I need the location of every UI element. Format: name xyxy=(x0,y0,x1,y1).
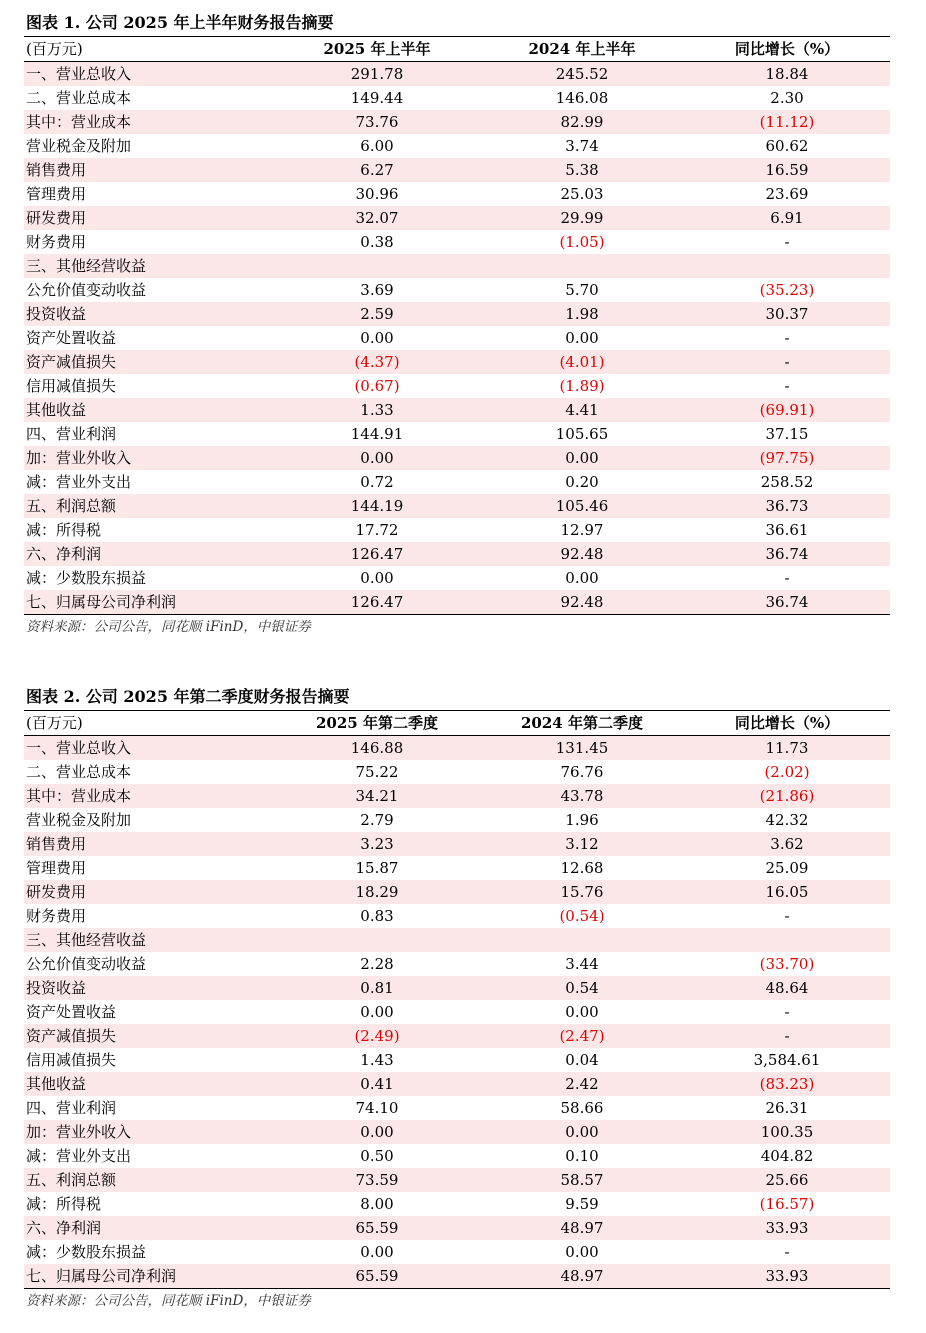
row-label: 销售费用 xyxy=(24,832,274,856)
unit-header: (百万元) xyxy=(24,711,274,736)
table-row xyxy=(24,134,890,158)
current-value xyxy=(274,928,480,952)
prior-value: 0.00 xyxy=(565,569,599,587)
yoy-growth-value: - xyxy=(784,329,790,347)
yoy-growth-value: 100.35 xyxy=(684,1120,890,1144)
row-label: 公允价值变动收益 xyxy=(26,955,147,973)
row-label: 销售费用 xyxy=(24,158,274,182)
table-row xyxy=(24,182,890,206)
table-row xyxy=(24,880,890,904)
table-row xyxy=(24,398,890,422)
table-row xyxy=(24,422,890,446)
row-label: 管理费用 xyxy=(26,859,87,877)
prior-value xyxy=(480,928,684,952)
yoy-growth-value: 37.15 xyxy=(765,425,809,443)
yoy-growth-value: 3,584.61 xyxy=(753,1051,821,1069)
row-label: 一、营业总收入 xyxy=(24,62,274,87)
row-label: 资产处置收益 xyxy=(26,1003,117,1021)
prior-period-header: 2024 年上半年 xyxy=(480,37,684,62)
source-note: 资料来源：公司公告，同花顺 iFinD，中银证券 xyxy=(24,614,890,639)
prior-value: 0.00 xyxy=(480,1120,684,1144)
row-label: 营业税金及附加 xyxy=(26,137,132,155)
table-row xyxy=(24,590,890,614)
table-row xyxy=(24,904,890,928)
prior-value: 0.00 xyxy=(565,1243,599,1261)
prior-value: 0.00 xyxy=(480,446,684,470)
prior-value: 3.12 xyxy=(480,832,684,856)
row-label: 减：所得税 xyxy=(26,521,102,539)
yoy-growth-value xyxy=(684,928,890,952)
prior-value: 0.20 xyxy=(565,473,599,491)
table-row xyxy=(24,1240,890,1264)
yoy-growth-value: 33.93 xyxy=(684,1216,890,1240)
prior-value: (0.54) xyxy=(559,907,605,925)
yoy-growth-value: - xyxy=(784,569,790,587)
yoy-growth-value: (69.91) xyxy=(684,398,890,422)
yoy-growth-value: 404.82 xyxy=(760,1147,814,1165)
yoy-growth-value: - xyxy=(784,1243,790,1261)
table-row xyxy=(24,158,890,182)
current-value: 8.00 xyxy=(360,1195,394,1213)
current-period-header: 2025 年上半年 xyxy=(274,37,480,62)
current-value: 0.00 xyxy=(360,1243,394,1261)
prior-value: 5.38 xyxy=(480,158,684,182)
yoy-growth-value: 25.66 xyxy=(684,1168,890,1192)
table-row xyxy=(24,1264,890,1288)
current-value: 2.28 xyxy=(360,955,394,973)
yoy-growth-value: (97.75) xyxy=(684,446,890,470)
current-value: 146.88 xyxy=(274,736,480,761)
row-label: 其他收益 xyxy=(24,398,274,422)
current-value: 149.44 xyxy=(350,89,404,107)
row-label: 财务费用 xyxy=(26,233,87,251)
table-row xyxy=(24,374,890,398)
prior-value: 9.59 xyxy=(565,1195,599,1213)
prior-value: (2.47) xyxy=(480,1024,684,1048)
table-row xyxy=(24,302,890,326)
yoy-growth-value: (2.02) xyxy=(764,763,810,781)
yoy-growth-value: 60.62 xyxy=(765,137,809,155)
current-value: 6.27 xyxy=(274,158,480,182)
yoy-growth-value: 23.69 xyxy=(765,185,809,203)
prior-value: 92.48 xyxy=(480,590,684,614)
current-value: 126.47 xyxy=(274,590,480,614)
table-row xyxy=(24,110,890,134)
yoy-growth-value: 36.61 xyxy=(765,521,809,539)
current-value: 0.50 xyxy=(360,1147,394,1165)
table-row xyxy=(24,1144,890,1168)
table-row xyxy=(24,254,890,278)
row-label: 二、营业总成本 xyxy=(26,89,132,107)
current-value: (2.49) xyxy=(274,1024,480,1048)
table-row xyxy=(24,206,890,230)
yoy-growth-value: 16.59 xyxy=(684,158,890,182)
yoy-growth-value: - xyxy=(784,907,790,925)
current-value: 18.29 xyxy=(274,880,480,904)
row-label: 资产减值损失 xyxy=(24,1024,274,1048)
yoy-growth-value: 25.09 xyxy=(765,859,809,877)
current-value: 0.00 xyxy=(274,446,480,470)
prior-value: 5.70 xyxy=(565,281,599,299)
row-label: 其中：营业成本 xyxy=(24,784,274,808)
current-value: 0.38 xyxy=(360,233,394,251)
current-value: 126.47 xyxy=(274,542,480,566)
yoy-growth-value: - xyxy=(784,377,790,395)
yoy-growth-value: 42.32 xyxy=(765,811,809,829)
row-label: 五、利润总额 xyxy=(24,494,274,518)
row-label: 五、利润总额 xyxy=(24,1168,274,1192)
table-row xyxy=(24,350,890,374)
prior-value: 25.03 xyxy=(560,185,604,203)
current-value: 0.81 xyxy=(274,976,480,1000)
row-label: 其他收益 xyxy=(24,1072,274,1096)
prior-value: 105.65 xyxy=(555,425,609,443)
table-row xyxy=(24,1096,890,1120)
yoy-growth-value: 33.93 xyxy=(684,1264,890,1288)
financial-summary-table xyxy=(24,711,890,1288)
current-value: 65.59 xyxy=(274,1216,480,1240)
prior-value: 58.57 xyxy=(480,1168,684,1192)
row-label: 信用减值损失 xyxy=(26,1051,117,1069)
table-row xyxy=(24,566,890,590)
prior-value: (4.01) xyxy=(480,350,684,374)
current-value: 32.07 xyxy=(274,206,480,230)
yoy-growth-value: 11.73 xyxy=(684,736,890,761)
yoy-growth-header: 同比增长（%） xyxy=(684,711,890,736)
yoy-growth-value: - xyxy=(684,1024,890,1048)
current-value: 0.83 xyxy=(360,907,394,925)
row-label: 减：营业外支出 xyxy=(26,473,132,491)
prior-value: 48.97 xyxy=(480,1264,684,1288)
prior-value: 3.74 xyxy=(565,137,599,155)
table-row xyxy=(24,1000,890,1024)
table-row xyxy=(24,784,890,808)
row-label: 投资收益 xyxy=(24,976,274,1000)
prior-value: 76.76 xyxy=(560,763,604,781)
current-value: 17.72 xyxy=(355,521,399,539)
table-row xyxy=(24,1072,890,1096)
prior-value: (1.05) xyxy=(559,233,605,251)
table-row xyxy=(24,856,890,880)
table-row xyxy=(24,542,890,566)
row-label: 减：少数股东损益 xyxy=(26,569,147,587)
prior-value xyxy=(480,254,684,278)
row-label: 二、营业总成本 xyxy=(26,763,132,781)
prior-value: 3.44 xyxy=(565,955,599,973)
current-value: 73.59 xyxy=(274,1168,480,1192)
table-row xyxy=(24,1024,890,1048)
yoy-growth-value: 6.91 xyxy=(684,206,890,230)
yoy-growth-value: (83.23) xyxy=(684,1072,890,1096)
row-label: 一、营业总收入 xyxy=(24,736,274,761)
current-value: 15.87 xyxy=(355,859,399,877)
table-row xyxy=(24,1120,890,1144)
prior-value: 146.08 xyxy=(555,89,609,107)
prior-value: 12.68 xyxy=(560,859,604,877)
current-value: 2.79 xyxy=(360,811,394,829)
unit-header: (百万元) xyxy=(24,37,274,62)
table-row xyxy=(24,86,890,110)
table-row xyxy=(24,1168,890,1192)
current-value xyxy=(274,254,480,278)
prior-value: 15.76 xyxy=(480,880,684,904)
table-header-row xyxy=(24,711,890,736)
table-row xyxy=(24,278,890,302)
current-value: 144.19 xyxy=(274,494,480,518)
prior-value: 92.48 xyxy=(480,542,684,566)
prior-value: 245.52 xyxy=(480,62,684,87)
row-label: 研发费用 xyxy=(24,206,274,230)
current-value: 65.59 xyxy=(274,1264,480,1288)
yoy-growth-value: 36.73 xyxy=(684,494,890,518)
current-value: 6.00 xyxy=(360,137,394,155)
yoy-growth-value: 48.64 xyxy=(684,976,890,1000)
yoy-growth-value: 3.62 xyxy=(684,832,890,856)
row-label: 加：营业外收入 xyxy=(24,1120,274,1144)
current-value: 75.22 xyxy=(355,763,399,781)
row-label: 减：少数股东损益 xyxy=(26,1243,147,1261)
current-value: 1.43 xyxy=(360,1051,394,1069)
prior-value: 29.99 xyxy=(480,206,684,230)
table-row xyxy=(24,494,890,518)
row-label: 七、归属母公司净利润 xyxy=(24,590,274,614)
row-label: 信用减值损失 xyxy=(26,377,117,395)
table-row xyxy=(24,62,890,87)
prior-value: 0.54 xyxy=(480,976,684,1000)
row-label: 资产减值损失 xyxy=(24,350,274,374)
table-row xyxy=(24,446,890,470)
prior-value: 43.78 xyxy=(480,784,684,808)
yoy-growth-value: (11.12) xyxy=(684,110,890,134)
table-row xyxy=(24,518,890,542)
current-value: 30.96 xyxy=(355,185,399,203)
current-value: 291.78 xyxy=(274,62,480,87)
table-row xyxy=(24,832,890,856)
prior-value: 82.99 xyxy=(480,110,684,134)
row-label: 减：所得税 xyxy=(26,1195,102,1213)
row-label: 七、归属母公司净利润 xyxy=(24,1264,274,1288)
row-label: 四、营业利润 xyxy=(26,425,117,443)
yoy-growth-value: 36.74 xyxy=(684,590,890,614)
current-value: 0.00 xyxy=(274,1120,480,1144)
prior-value: (1.89) xyxy=(559,377,605,395)
yoy-growth-value: - xyxy=(684,350,890,374)
row-label: 六、净利润 xyxy=(24,1216,274,1240)
prior-value: 12.97 xyxy=(560,521,604,539)
current-value: 0.00 xyxy=(360,329,394,347)
financial-summary-table xyxy=(24,37,890,614)
row-label: 四、营业利润 xyxy=(26,1099,117,1117)
yoy-growth-value: 258.52 xyxy=(760,473,814,491)
current-value: 0.41 xyxy=(274,1072,480,1096)
figure-title: 图表 2. 公司 2025 年第二季度财务报告摘要 xyxy=(24,684,890,711)
table-row xyxy=(24,928,890,952)
row-label: 减：营业外支出 xyxy=(26,1147,132,1165)
current-value: 2.59 xyxy=(274,302,480,326)
yoy-growth-value: 2.30 xyxy=(770,89,804,107)
table-row xyxy=(24,1216,890,1240)
row-label: 三、其他经营收益 xyxy=(24,928,274,952)
current-value: 3.69 xyxy=(360,281,394,299)
current-value: 1.33 xyxy=(274,398,480,422)
current-value: 144.91 xyxy=(350,425,404,443)
prior-value: 58.66 xyxy=(560,1099,604,1117)
current-value: (0.67) xyxy=(354,377,400,395)
table-row xyxy=(24,470,890,494)
prior-value: 0.10 xyxy=(565,1147,599,1165)
table-row xyxy=(24,976,890,1000)
table-row xyxy=(24,1192,890,1216)
table-row xyxy=(24,760,890,784)
current-value: 74.10 xyxy=(355,1099,399,1117)
row-label: 六、净利润 xyxy=(24,542,274,566)
table-header-row xyxy=(24,37,890,62)
row-label: 加：营业外收入 xyxy=(24,446,274,470)
prior-value: 1.96 xyxy=(565,811,599,829)
prior-value: 48.97 xyxy=(480,1216,684,1240)
row-label: 三、其他经营收益 xyxy=(24,254,274,278)
prior-value: 0.04 xyxy=(565,1051,599,1069)
yoy-growth-value: (35.23) xyxy=(759,281,815,299)
yoy-growth-value: (33.70) xyxy=(759,955,815,973)
prior-period-header: 2024 年第二季度 xyxy=(480,711,684,736)
yoy-growth-value xyxy=(684,254,890,278)
yoy-growth-value: (16.57) xyxy=(759,1195,815,1213)
row-label: 其中：营业成本 xyxy=(24,110,274,134)
row-label: 管理费用 xyxy=(26,185,87,203)
current-value: 0.00 xyxy=(360,1003,394,1021)
row-label: 营业税金及附加 xyxy=(26,811,132,829)
prior-value: 0.00 xyxy=(565,1003,599,1021)
yoy-growth-value: - xyxy=(784,1003,790,1021)
table-row xyxy=(24,326,890,350)
prior-value: 131.45 xyxy=(480,736,684,761)
current-value: (4.37) xyxy=(274,350,480,374)
row-label: 公允价值变动收益 xyxy=(26,281,147,299)
figure-title: 图表 1. 公司 2025 年上半年财务报告摘要 xyxy=(24,10,890,37)
current-value: 3.23 xyxy=(274,832,480,856)
current-period-header: 2025 年第二季度 xyxy=(274,711,480,736)
source-note: 资料来源：公司公告，同花顺 iFinD，中银证券 xyxy=(24,1288,890,1313)
financial-summary-figure-1 xyxy=(24,10,890,639)
yoy-growth-value: 18.84 xyxy=(684,62,890,87)
yoy-growth-value: (21.86) xyxy=(684,784,890,808)
current-value: 0.00 xyxy=(360,569,394,587)
table-row xyxy=(24,808,890,832)
current-value: 34.21 xyxy=(274,784,480,808)
prior-value: 4.41 xyxy=(480,398,684,422)
yoy-growth-value: 36.74 xyxy=(684,542,890,566)
current-value: 73.76 xyxy=(274,110,480,134)
prior-value: 1.98 xyxy=(480,302,684,326)
yoy-growth-value: - xyxy=(784,233,790,251)
financial-summary-figure-2 xyxy=(24,684,890,1313)
row-label: 研发费用 xyxy=(24,880,274,904)
row-label: 投资收益 xyxy=(24,302,274,326)
prior-value: 0.00 xyxy=(565,329,599,347)
prior-value: 105.46 xyxy=(480,494,684,518)
yoy-growth-value: 16.05 xyxy=(684,880,890,904)
yoy-growth-value: 30.37 xyxy=(684,302,890,326)
row-label: 财务费用 xyxy=(26,907,87,925)
table-row xyxy=(24,736,890,761)
table-row xyxy=(24,230,890,254)
yoy-growth-header: 同比增长（%） xyxy=(684,37,890,62)
row-label: 资产处置收益 xyxy=(26,329,117,347)
table-row xyxy=(24,1048,890,1072)
table-row xyxy=(24,952,890,976)
current-value: 0.72 xyxy=(360,473,394,491)
yoy-growth-value: 26.31 xyxy=(765,1099,809,1117)
prior-value: 2.42 xyxy=(480,1072,684,1096)
